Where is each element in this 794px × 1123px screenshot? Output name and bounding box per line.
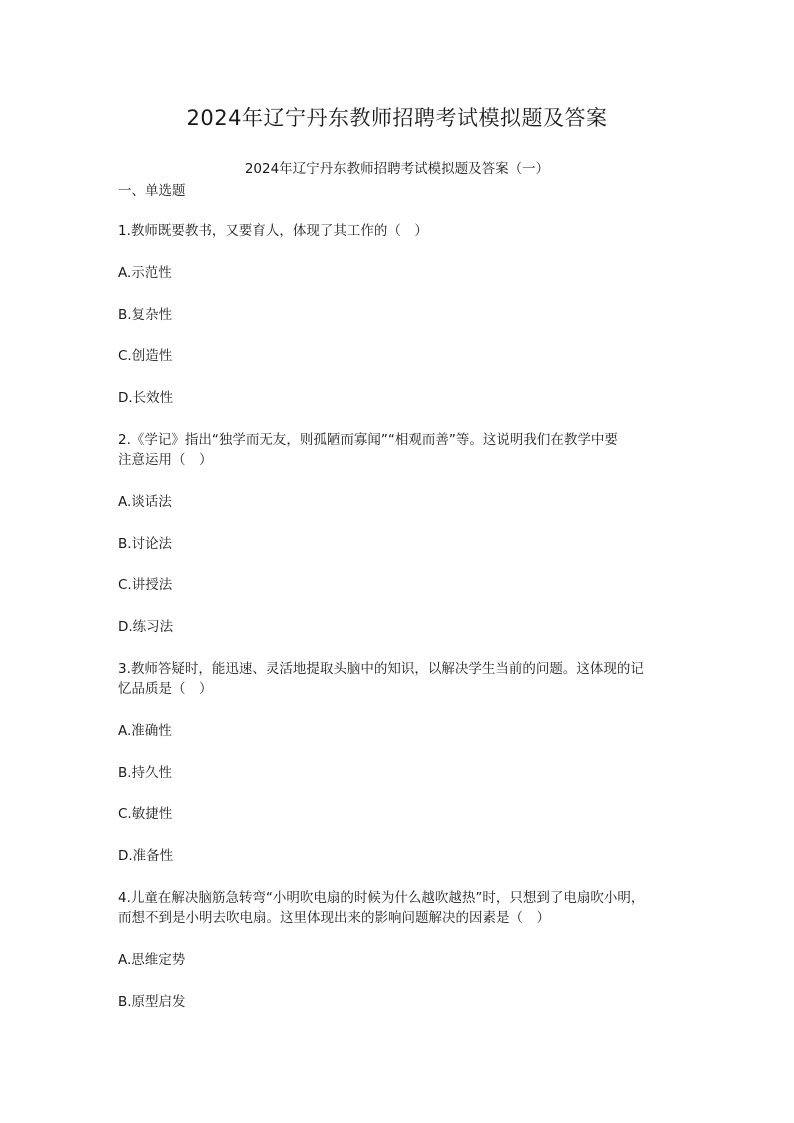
question-2-option-d: D.练习法 <box>118 619 174 635</box>
document-title: 2024年辽宁丹东教师招聘考试模拟题及答案 <box>186 106 608 130</box>
section-heading: 一、单选题 <box>118 183 186 199</box>
question-3-option-a: A.准确性 <box>118 723 172 739</box>
question-2-option-b: B.讨论法 <box>118 536 173 552</box>
question-1-option-c: C.创造性 <box>118 348 173 364</box>
question-3-option-b: B.持久性 <box>118 765 173 781</box>
question-1-option-d: D.长效性 <box>118 390 174 406</box>
question-1-option-b: B.复杂性 <box>118 307 173 323</box>
question-4-stem-line-1: 4.儿童在解决脑筋急转弯“小明吹电扇的时候为什么越吹越热”时，只想到了电扇吹小明， <box>118 890 645 906</box>
question-4-option-b: B.原型启发 <box>118 994 186 1010</box>
question-2-option-a: A.谈话法 <box>118 494 172 510</box>
question-3-option-c: C.敏捷性 <box>118 806 173 822</box>
document-subtitle: 2024年辽宁丹东教师招聘考试模拟题及答案（一） <box>244 161 550 177</box>
question-4-option-a: A.思维定势 <box>118 952 186 968</box>
question-1-stem: 1.教师既要教书，又要育人，体现了其工作的（ ） <box>118 223 428 239</box>
question-2-stem-line-1: 2.《学记》指出“独学而无友，则孤陋而寡闻”“相观而善”等。这说明我们在教学中要 <box>118 432 618 448</box>
question-2-option-c: C.讲授法 <box>118 577 173 593</box>
question-3-stem-line-1: 3.教师答疑时，能迅速、灵活地提取头脑中的知识，以解决学生当前的问题。这体现的记 <box>118 661 644 677</box>
question-4-stem-line-2: 而想不到是小明去吹电扇。这里体现出来的影响问题解决的因素是（ ） <box>118 910 550 926</box>
question-3-stem-line-2: 忆品质是（ ） <box>118 681 213 697</box>
question-3-option-d: D.准备性 <box>118 848 174 864</box>
question-1-option-a: A.示范性 <box>118 265 172 281</box>
question-2-stem-line-2: 注意运用（ ） <box>118 452 213 468</box>
